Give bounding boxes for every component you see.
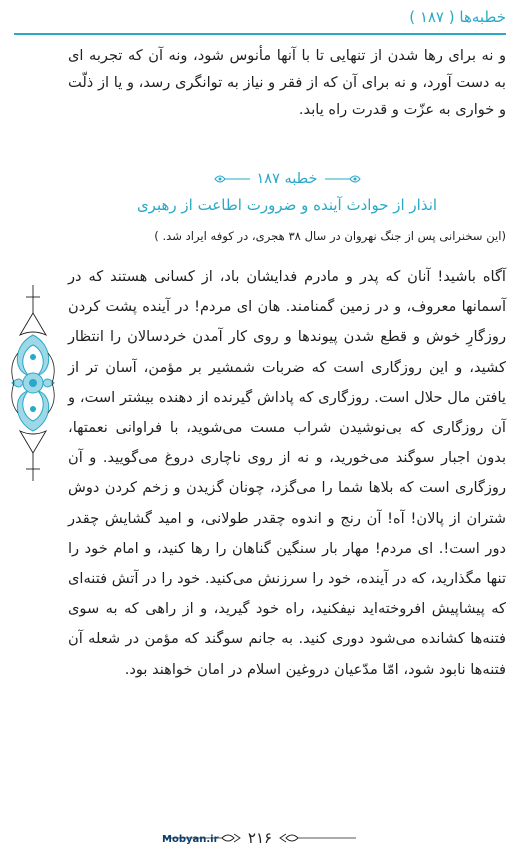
ornament-left-icon xyxy=(213,173,251,185)
top-paragraph: و نه برای رها شدن از تنهایی تا با آنها مأنوس شود، ونه آن که تجربه ای به دست آورد، و نه برای آن که از فقر و نیاز به توانگری رسد، و یا از ذلّت و خواری به عزّت و قدرت راه یابد. xyxy=(68,47,506,118)
ornament-right-icon xyxy=(324,173,362,185)
running-header-title: خطبه‌ها ( ۱۸۷ ) xyxy=(409,8,506,26)
page-number: ۲۱۶ xyxy=(247,829,273,847)
page-footer xyxy=(0,829,520,847)
sermon-heading xyxy=(68,171,506,187)
header-rule xyxy=(14,33,506,35)
decorative-margin-ornament-icon xyxy=(8,283,58,483)
sermon-number: خطبه ۱۸۷ xyxy=(256,171,318,187)
site-watermark: Mobyan.ir xyxy=(162,834,219,845)
sermon-note: (این سخنرانی پس از جنگ نهروان در سال ۳۸ هجری، در کوفه ایراد شد. ) xyxy=(154,229,506,243)
sermon-subtitle: انذار از حوادث آینده و ضرورت اطاعت از رهبری xyxy=(136,196,438,214)
footer-ornament-right-icon xyxy=(278,832,358,844)
sermon-body: آگاه باشید! آنان که پدر و مادرم فدایشان باد، از کسانی هستند که در آسمانها معروف، و در زمین گمنامند. هان ای مردم! در آینده پشت کردن روزگارِ خوش و قطع شدن پیوندها و روی کار آمدن خردسالان را انتظار کشید، و این روزگاری است که ضربات شمشیر بر مؤمن، آسان تر از یافتن مال حلال است. روزگاری که پاداش گیرنده از دهنده بیشتر است، و آن روزگاری که بی‌نوشیدن شراب مست می‌شوید، با فراوانی نعمتها، بدون اجبار سوگند می‌خورید، و نه از روی ناچاری دروغ می‌گویید. و آن روزگاری است که بلاها شما را می‌گزد، چونان گزیدن و زخم کردن دوش شتران از پالان! آه! آن رنج و اندوه چقدر طولانی، و امید گشایش چقدر دور است!. ای مردم! مهار بار سنگین گناهان را رها کنید، و امام خود را تنها مگذارید، که در آینده، خود را سرزنش می‌کنید. خود را در آتش فتنه‌ای که پیشاپیش افروخته‌اید نیفکنید، راه خود گیرید، و از راهی که به سوی فتنه‌ها کشانده می‌شود دوری کنید. به جانم سوگند که مؤمن در شعله آن فتنه‌ها نابود شود، امّا مدّعیان دروغین اسلام در امان خواهند بود. xyxy=(68,268,506,678)
